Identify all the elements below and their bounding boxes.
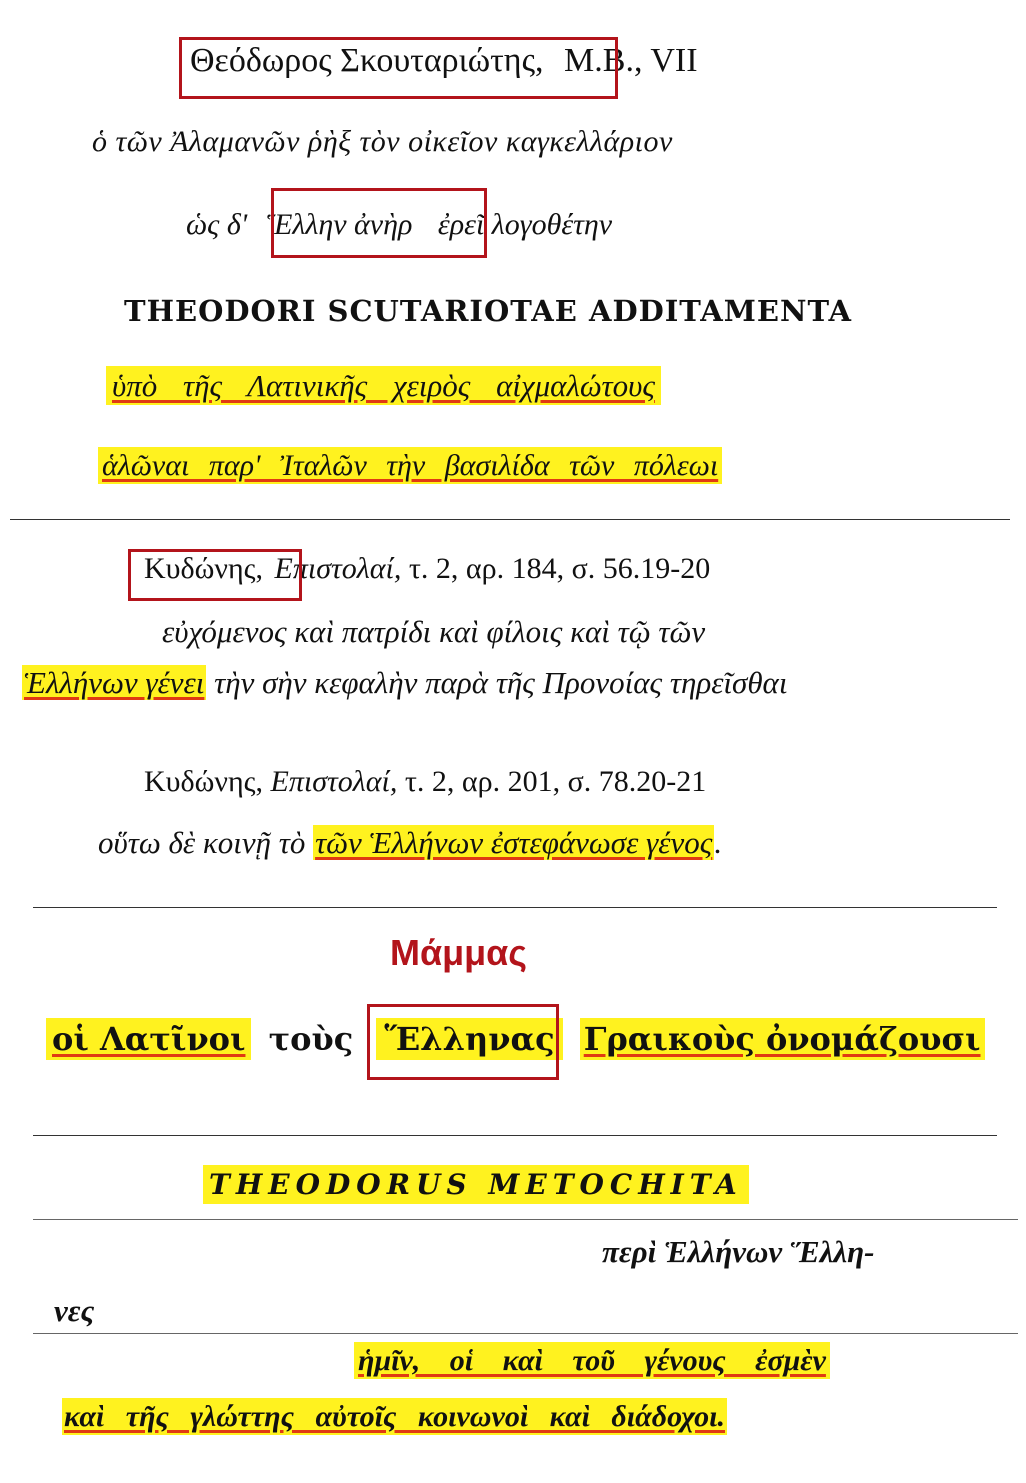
- text-line: [98, 825, 722, 861]
- cite-rest: M.B., VII: [564, 42, 698, 79]
- text-line: ὁ τῶν Ἀλαμανῶν ῥὴξ τὸν οἰκεῖον καγκελλάριον: [92, 125, 673, 158]
- cite-title: Επιστολαί,: [270, 765, 398, 798]
- highlighted-text: οἱ Λατῖνοι: [46, 1018, 251, 1060]
- highlighted-text: ἁλῶναι παρ' Ἰταλῶν τὴν βασιλίδα τῶν πόλεωι: [98, 447, 722, 484]
- author-box: [179, 37, 618, 99]
- divider: [33, 1333, 1018, 1334]
- author-box: [128, 549, 302, 601]
- cite-name: Κυδώνης,: [144, 552, 264, 585]
- section-title-mammas: Μάμμας: [390, 932, 528, 973]
- highlighted-text: ὑπὸ τῆς Λατινικῆς χειρὸς αἰχμαλώτους: [106, 366, 661, 405]
- word-box: [271, 188, 487, 258]
- word-box: [367, 1004, 559, 1080]
- cite-title: Επιστολαί,: [274, 552, 402, 585]
- highlighted-text: καὶ τῆς γλώττης αὐτοῖς κοινωνοὶ καὶ διάδοχοι.: [64, 1400, 726, 1433]
- cite-kydones-2: [144, 765, 706, 799]
- highlight-line: [62, 1400, 727, 1434]
- cite-name: Κυδώνης,: [144, 765, 264, 798]
- boxed-word: Ἕλληνας: [376, 1018, 562, 1060]
- boxed-word: Ἕλλην ἀνὴρ: [266, 208, 413, 241]
- highlighted-heading: THEODORUS METOCHITA: [203, 1165, 749, 1204]
- cite-name: Θεόδωρος Σκουταριώτης,: [190, 42, 544, 79]
- line-post: .: [714, 825, 723, 860]
- highlight-line: [98, 449, 722, 483]
- line-pre: οὕτω δὲ κοινῇ τὸ: [98, 825, 306, 860]
- section-heading: THEODORI SCUTARIOTAE ADDITAMENTA: [124, 294, 853, 328]
- highlighted-text: Γραικοὺς ὀνομάζουσι: [580, 1018, 985, 1060]
- plain-text: τοὺς: [268, 1020, 354, 1058]
- line-rest: τὴν σὴν κεφαλὴν παρὰ τῆς Προνοίας τηρεῖσθαι: [214, 665, 788, 700]
- divider: [33, 1219, 1018, 1220]
- divider: [10, 519, 1010, 520]
- text-line: νες: [54, 1293, 95, 1328]
- highlight-line: [354, 1344, 830, 1378]
- highlight-line: [106, 368, 661, 404]
- highlighted-text: ἡμῖν, οἱ καὶ τοῦ γένους ἐσμὲν: [354, 1342, 830, 1379]
- text-line: περὶ Ἑλλήνων Ἕλλη-: [602, 1234, 875, 1269]
- cite-rest: τ. 2, αρ. 201, σ. 78.20-21: [404, 765, 707, 798]
- divider: [33, 907, 997, 908]
- divider: [33, 1135, 997, 1136]
- highlighted-text: τῶν Ἑλλήνων ἐστεφάνωσε γένος: [315, 825, 713, 860]
- cite-rest: τ. 2, αρ. 184, σ. 56.19-20: [408, 552, 711, 585]
- line-pre: ὡς δ': [186, 208, 248, 241]
- highlighted-text: Ἑλλήνων γένει: [24, 665, 205, 700]
- text-line: [22, 665, 787, 701]
- section-heading: [203, 1168, 749, 1201]
- text-line: εὐχόμενος καὶ πατρίδι καὶ φίλοις καὶ τῷ τῶν: [162, 614, 706, 649]
- line-post: ἐρεῖ λογοθέτην: [437, 208, 613, 241]
